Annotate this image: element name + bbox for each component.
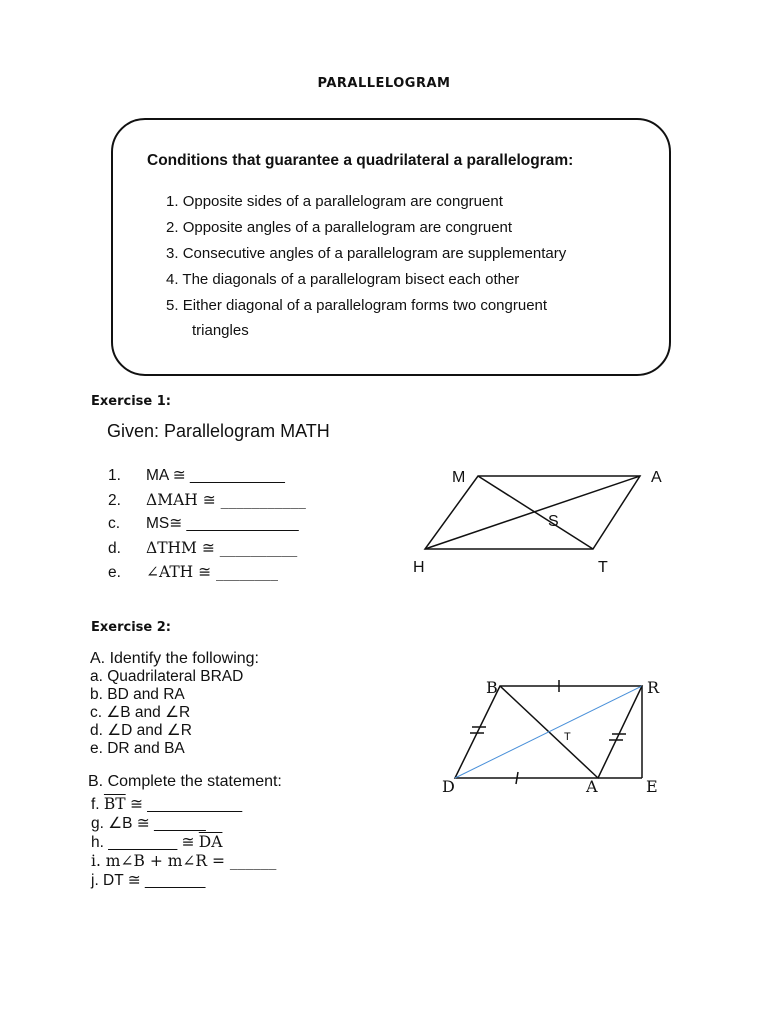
vertex-label-a: A — [586, 777, 598, 796]
vertex-label-t: T — [598, 559, 608, 576]
part-b-item-i: i. m∠B + m∠R = ______ — [91, 852, 277, 870]
vertex-label-a: A — [651, 469, 662, 486]
part-a-item: d. ∠D and ∠R — [90, 722, 192, 739]
part-b-item-j: j. DT ≅ _______ — [91, 872, 206, 889]
condition-continuation: triangles — [192, 322, 249, 339]
tick-da — [516, 772, 518, 784]
vertex-label-s: S — [548, 513, 559, 530]
part-b-item-h: h. ________ ≅ $\overline{DA}$ — [91, 833, 223, 851]
condition-item: 5. Either diagonal of a parallelogram forms two congruent — [166, 297, 548, 314]
exercise1-item: e. ∠ATH ≅ ________ — [108, 563, 279, 581]
part-a-item: c. ∠B and ∠R — [90, 704, 191, 721]
part-a-item: a. Quadrilateral BRAD — [90, 668, 244, 685]
page-title: PARALLELOGRAM — [317, 76, 451, 91]
condition-item: 2. Opposite angles of a parallelogram are congruent — [166, 219, 513, 236]
vertex-label-d: D — [442, 777, 455, 796]
exercise1-given: Given: Parallelogram MATH — [107, 421, 330, 441]
vertex-label-r: R — [647, 678, 660, 697]
vertex-label-m: M — [452, 469, 466, 486]
exercise1-item: 2. ΔMAH ≅ ___________ — [108, 491, 306, 509]
condition-item: 3. Consecutive angles of a parallelogram are supplementary — [166, 245, 567, 262]
exercise1-item: c. MS≅ _____________ — [108, 515, 299, 532]
condition-item: 4. The diagonals of a parallelogram bisect each other — [166, 271, 520, 288]
part-b-title: B. Complete the statement: — [88, 773, 282, 790]
diagonal-dr — [455, 686, 642, 778]
vertex-label-t: T — [564, 731, 571, 743]
condition-item: 1. Opposite sides of a parallelogram are congruent — [166, 193, 503, 210]
part-a-title: A. Identify the following: — [90, 650, 259, 667]
vertex-label-b: B — [486, 678, 498, 697]
conditions-heading: Conditions that guarantee a quadrilateral a parallelogram: — [147, 152, 574, 169]
part-a-item: e. DR and BA — [90, 740, 185, 757]
exercise1-item: d. ΔTHM ≅ __________ — [108, 539, 298, 557]
exercise2-heading: Exercise 2: — [91, 620, 171, 635]
vertex-label-h: H — [413, 559, 425, 576]
part-a-item: b. BD and RA — [90, 686, 185, 703]
part-b-item-g: g. ∠B ≅ ______ — [91, 815, 206, 832]
exercise1-heading: Exercise 1: — [91, 394, 171, 409]
exercise1-item: 1. MA ≅ ___________ — [108, 467, 285, 484]
part-b-item-f: f. $\overline{BT}$ ≅ ___________ — [91, 795, 243, 813]
vertex-label-e: E — [646, 777, 658, 796]
